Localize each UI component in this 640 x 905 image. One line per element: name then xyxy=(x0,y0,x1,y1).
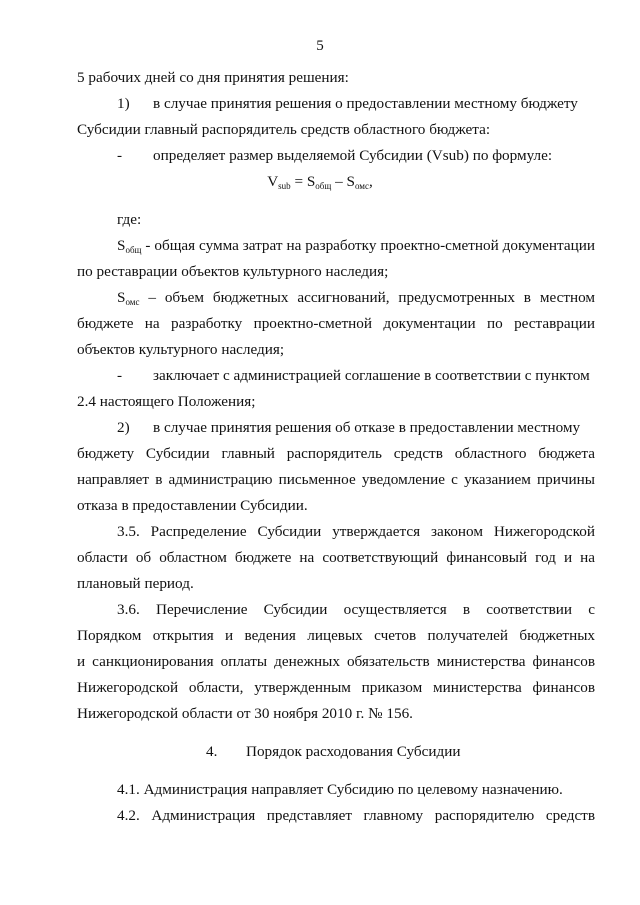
text-line: объектов культурного наследия; xyxy=(77,341,285,358)
definition-line: $S_{общ}$ - общая сумма затрат на разработку проектно-сметной документации xyxy=(117,237,595,255)
paragraph-3-5: 3.5. Распределение Субсидии утверждается законом Нижегородской xyxy=(117,523,595,540)
text-line: области об областном бюджете на соответствующий финансовый год и на xyxy=(77,549,595,566)
dash-text: определяет размер выделяемой Субсидии (Vsub) по формуле: xyxy=(153,147,553,164)
dash-marker: - xyxy=(117,367,123,384)
formula: $V_{sub} = S_{общ} - S_{омс}$, xyxy=(267,173,373,191)
list-item-2 xyxy=(117,419,595,437)
section-heading xyxy=(206,743,606,761)
text-line: где: xyxy=(117,211,142,228)
definition-line: $S_{омс}$ – объем бюджетных ассигнований, предусмотренных в местном xyxy=(117,289,595,307)
paragraph-4-1: 4.1. Администрация направляет Субсидию по целевому назначению. xyxy=(117,781,563,798)
text-line: направляет в администрацию письменное уведомление с указанием причины xyxy=(77,471,595,488)
text-line: и санкционирования оплаты денежных обязательств министерства финансов xyxy=(77,653,595,670)
text-line: Нижегородской области, утвержденным приказом министерства финансов xyxy=(77,679,595,696)
text-line: отказа в предоставлении Субсидии. xyxy=(77,497,308,514)
text-line: бюджете на разработку проектно-сметной документации по реставрации xyxy=(77,315,595,332)
dash-item xyxy=(117,367,595,385)
text-line: Порядком открытия и ведения лицевых счетов получателей бюджетных xyxy=(77,627,595,644)
text-line: Нижегородской области от 30 ноября 2010 г. № 156. xyxy=(77,705,413,722)
list-number: 1) xyxy=(117,95,130,112)
section-title: Порядок расходования Субсидии xyxy=(246,743,461,760)
dash-item xyxy=(117,147,595,165)
list-item-1 xyxy=(117,95,595,113)
text-line: Субсидии главный распорядитель средств областного бюджета: xyxy=(77,121,491,138)
text-line: по реставрации объектов культурного наследия; xyxy=(77,263,389,280)
text-line: плановый период. xyxy=(77,575,194,592)
text-line: 5 рабочих дней со дня принятия решения: xyxy=(77,69,349,86)
list-number: 2) xyxy=(117,419,130,436)
paragraph-3-6: 3.6. Перечисление Субсидии осуществляется в соответствии с xyxy=(117,601,595,618)
dash-text: заключает с администрацией соглашение в соответствии с пунктом xyxy=(153,367,590,384)
list-text: в случае принятия решения о предоставлении местному бюджету xyxy=(153,95,578,112)
list-text: в случае принятия решения об отказе в предоставлении местному xyxy=(153,419,581,436)
section-number: 4. xyxy=(206,743,218,760)
dash-marker: - xyxy=(117,147,123,164)
page-number: 5 xyxy=(316,38,324,54)
text-line: 2.4 настоящего Положения; xyxy=(77,393,256,410)
paragraph-4-2: 4.2. Администрация представляет главному распорядителю средств xyxy=(117,807,595,824)
text-line: бюджету Субсидии главный распорядитель средств областного бюджета xyxy=(77,445,595,462)
